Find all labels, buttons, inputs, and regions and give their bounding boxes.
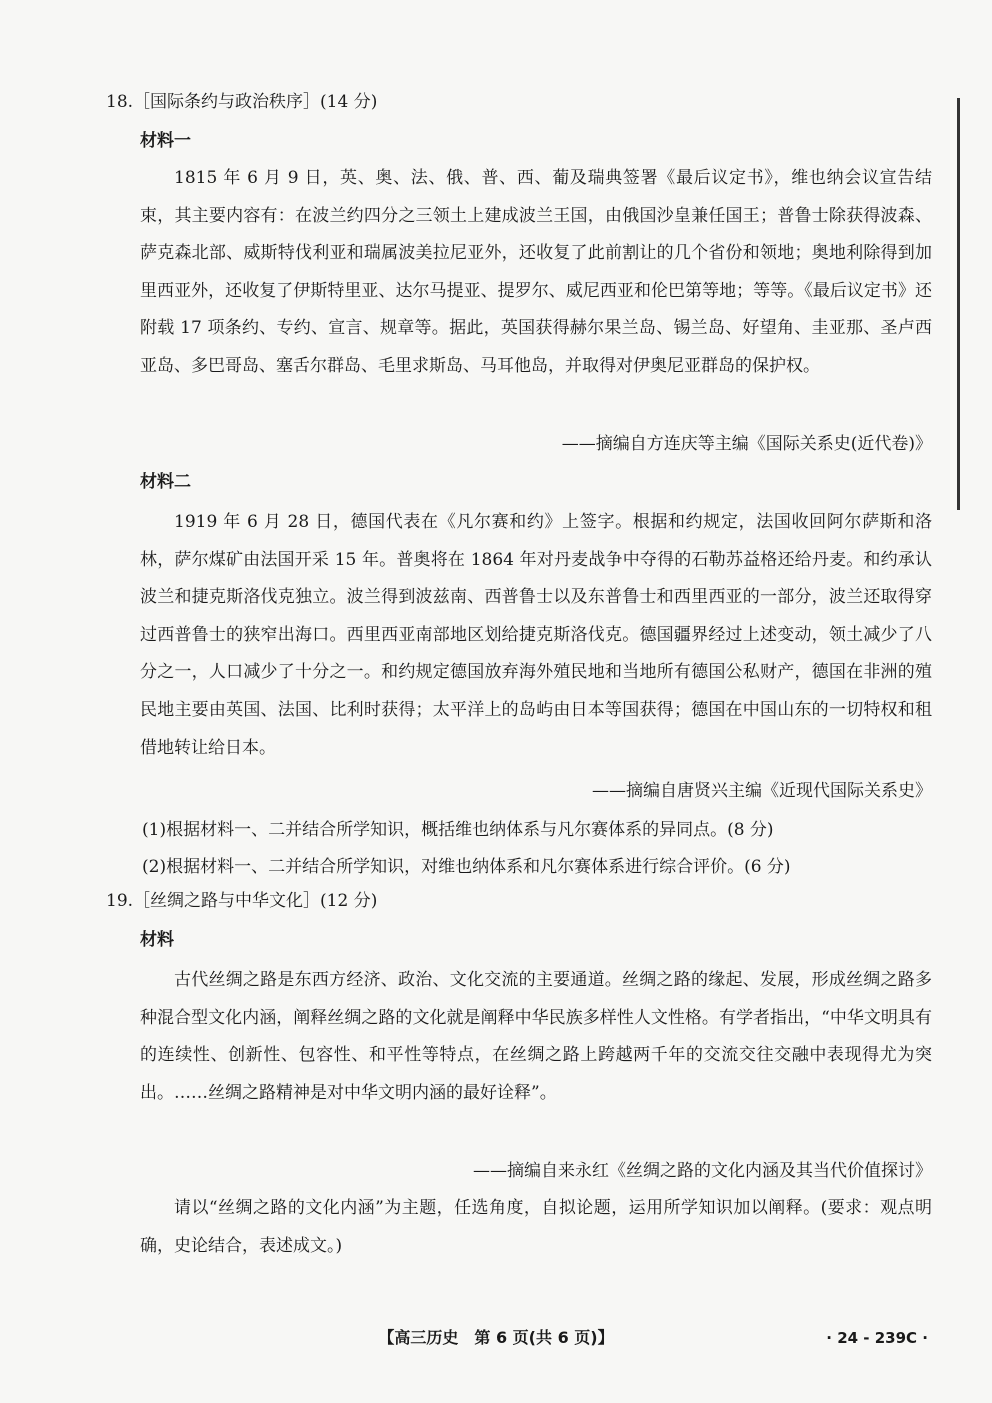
material-1-text: 1815 年 6 月 9 日，英、奥、法、俄、普、西、葡及瑞典签署《最后议定书》，维也纳会议宣告结束，其主要内容有：在波兰约四分之三领土上建成波兰王国，由俄国沙皇兼任国王；普鲁士除获得波森、萨克森北部、威斯特伐利亚和瑞属波美拉尼亚外，还收复了此前割让的几个省份和领地；奥地利除得到加里西亚外，还收复了伊斯特里亚、达尔马提亚、提罗尔、威尼西亚和伦巴第等地；等等。《最后议定书》还附载 17 项条约、专约、宣言、规章等。据此，英国获得赫尔果兰岛、锡兰岛、好望角、圭亚那、圣卢西亚岛、多巴哥岛、塞舌尔群岛、毛里求斯岛、马耳他岛，并取得对伊奥尼亚群岛的保护权。 [140,168,932,376]
question-18-title: 18.［国际条约与政治秩序］(14 分) [106,92,378,112]
material-2-label: 材料二 [140,472,191,492]
question-18-sub-1: (1)根据材料一、二并结合所学知识，概括维也纳体系与凡尔赛体系的异同点。(8 分) [142,820,774,840]
material-source: ——摘编自来永红《丝绸之路的文化内涵及其当代价值探讨》 [473,1161,932,1181]
material-2-text: 1919 年 6 月 28 日，德国代表在《凡尔赛和约》上签字。根据和约规定，法国收回阿尔萨斯和洛林，萨尔煤矿由法国开采 15 年。普奥将在 1864 年对丹麦战争中夺得的石勒苏益格还给丹麦。和约承认波兰和捷克斯洛伐克独立。波兰得到波兹南、西普鲁士以及东普鲁士和西里西亚的一部分，波兰还取得穿过西普鲁士的狭窄出海口。西里西亚南部地区划给捷克斯洛伐克。德国疆界经过上述变动，领土减少了八分之一，人口减少了十分之一。和约规定德国放弃海外殖民地和当地所有德国公私财产，德国在非洲的殖民地主要由英国、法国、比利时获得；太平洋上的岛屿由日本等国获得；德国在中国山东的一切特权和租借地转让给日本。 [140,512,932,758]
material-1-source: ——摘编自方连庆等主编《国际关系史(近代卷)》 [561,434,932,454]
page-footer: 【高三历史 第 6 页(共 6 页)】 [378,1328,614,1347]
margin-line [957,98,960,510]
material-2-source: ——摘编自唐贤兴主编《近现代国际关系史》 [592,781,932,801]
paper-code: · 24 - 239C · [826,1329,928,1347]
question-19-title: 19.［丝绸之路与中华文化］(12 分) [106,891,378,911]
material-text: 古代丝绸之路是东西方经济、政治、文化交流的主要通道。丝绸之路的缘起、发展，形成丝绸之路多种混合型文化内涵，阐释丝绸之路的文化就是阐释中华民族多样性人文性格。有学者指出，“中华文明具有的连续性、创新性、包容性、和平性等特点，在丝绸之路上跨越两千年的交流交往交融中表现得尤为突出。……丝绸之路精神是对中华文明内涵的最好诠释”。 [140,970,932,1103]
question-19-prompt: 请以“丝绸之路的文化内涵”为主题，任选角度，自拟论题，运用所学知识加以阐释。(要求：观点明确，史论结合，表述成文。) [140,1198,932,1256]
material-1-label: 材料一 [140,131,191,151]
question-18-sub-2: (2)根据材料一、二并结合所学知识，对维也纳体系和凡尔赛体系进行综合评价。(6 分) [142,857,791,877]
material-label: 材料 [140,930,174,950]
